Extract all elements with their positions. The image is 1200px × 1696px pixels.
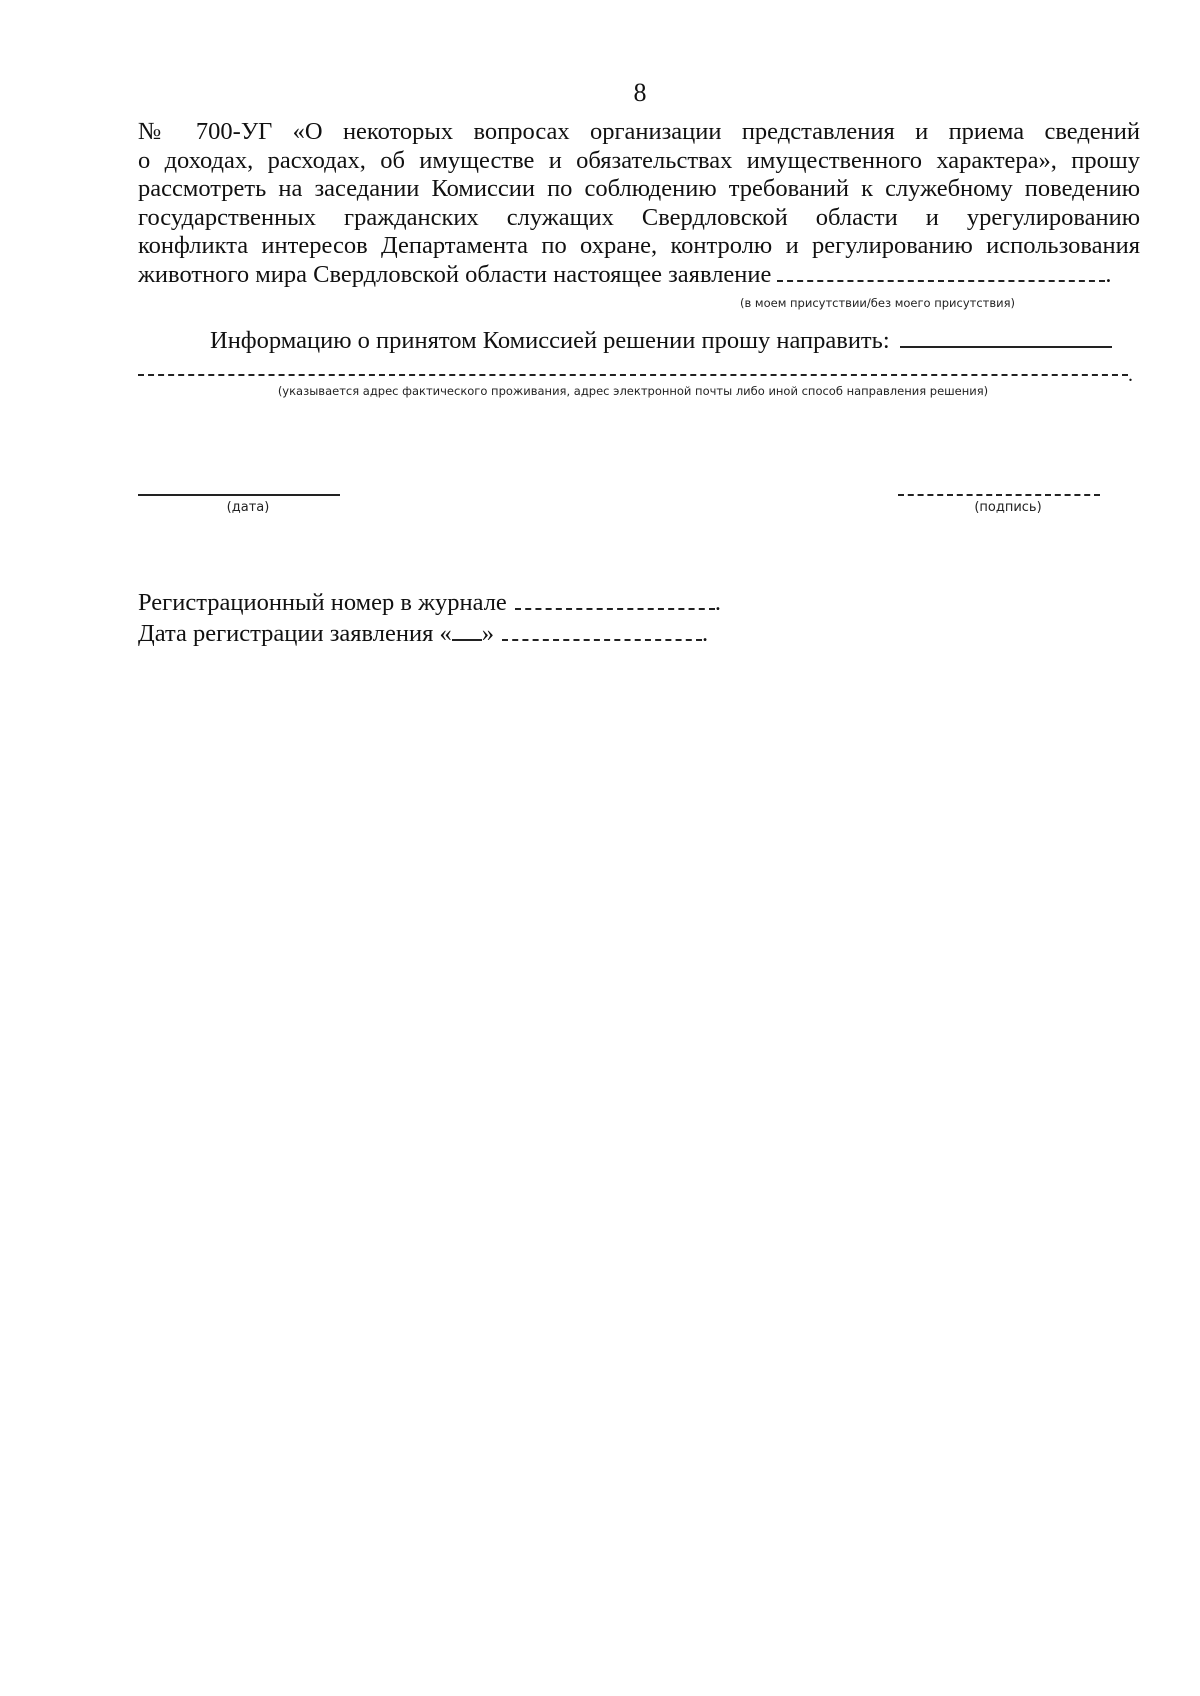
registration-date-line	[138, 619, 708, 648]
registration-number-period: .	[714, 589, 721, 616]
address-blank-field[interactable]	[138, 374, 1128, 376]
info-destination-blank-field[interactable]	[900, 326, 1112, 348]
address-hint: (указывается адрес фактического проживания, адрес электронной почты либо иной способ направления решения)	[277, 384, 989, 398]
body-line-2: о доходах, расходах, об имуществе и обязательствах имущественного характера», прошу	[138, 146, 1140, 174]
body-line-6	[138, 261, 1140, 290]
date-blank-field[interactable]	[138, 494, 340, 496]
body-end-period: .	[1105, 260, 1112, 288]
registration-day-blank-field[interactable]	[452, 619, 482, 641]
registration-number-line	[138, 588, 721, 617]
page-number: 8	[633, 78, 647, 107]
body-line-6-text: животного мира Свердловской области настоящее заявление	[138, 260, 772, 288]
body-line-4: государственных гражданских служащих Свердловской области и урегулированию	[138, 203, 1140, 231]
body-line-3: рассмотреть на заседании Комиссии по соблюдению требований к служебному поведению	[138, 175, 1140, 202]
date-caption: (дата)	[226, 500, 270, 515]
body-line-5: конфликта интересов Департамента по охране, контролю и регулированию использования	[138, 232, 1140, 259]
registration-date-period: .	[702, 620, 709, 647]
presence-blank-field[interactable]	[777, 262, 1105, 282]
info-request-line	[210, 326, 1112, 355]
body-line-1: № 700-УГ «О некоторых вопросах организации представления и приема сведений	[138, 118, 1140, 145]
registration-number-label: Регистрационный номер в журнале	[138, 589, 507, 616]
signature-caption: (подпись)	[974, 500, 1042, 515]
presence-hint: (в моем присутствии/без моего присутствия)	[740, 296, 1016, 310]
info-request-text: Информацию о принятом Комиссией решении прошу направить:	[210, 327, 890, 354]
registration-month-blank-field[interactable]	[502, 619, 702, 641]
address-line-period: .	[1128, 364, 1133, 386]
application-body-text	[138, 118, 1140, 289]
registration-date-quote-close: »	[481, 620, 494, 647]
registration-date-label: Дата регистрации заявления «	[138, 620, 452, 647]
registration-number-blank-field[interactable]	[515, 588, 715, 610]
signature-blank-field[interactable]	[898, 494, 1100, 496]
